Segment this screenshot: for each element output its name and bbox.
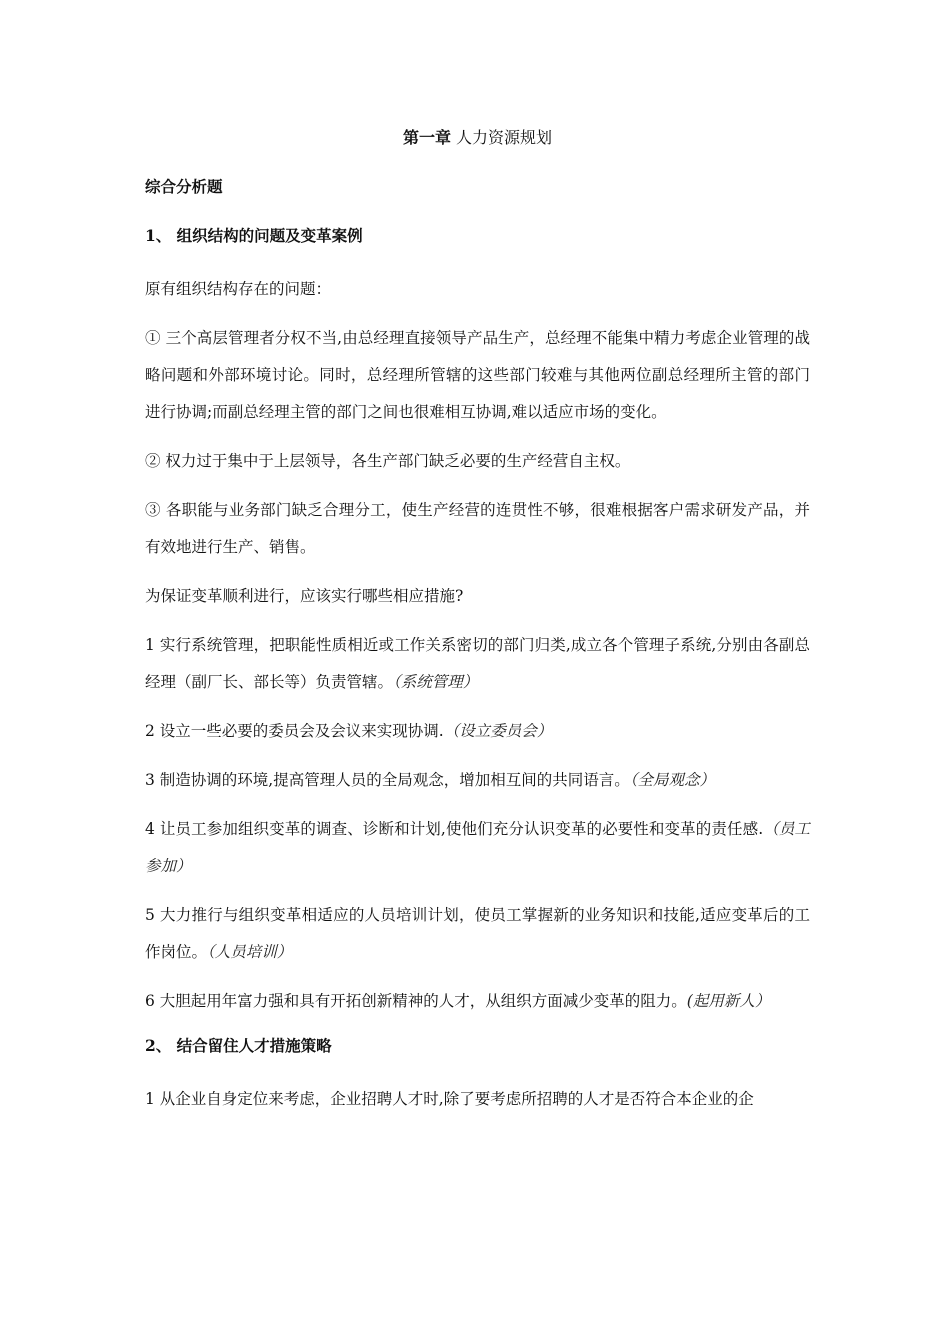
measure-text: 3 制造协调的环境,提高管理人员的全局观念，增加相互间的共同语言。 [145,771,630,789]
measure-text: 1 实行系统管理，把职能性质相近或工作关系密切的部门归类,成立各个管理子系统,分别由各副总经理（副厂长、部长等）负责管辖。 [145,636,810,691]
measure-tag: （人员培训） [207,943,293,961]
question-2-item-1: 1 从企业自身定位来考虑，企业招聘人才时,除了要考虑所招聘的人才是否符合本企业的企 [145,1090,754,1108]
measure-tag: （全局观念） [629,771,715,789]
measure-item-1 [145,627,810,701]
measure-text: 2 设立一些必要的委员会及会议来实现协调. [145,722,444,740]
measures-question: 为保证变革顺利进行，应该实行哪些相应措施? [145,587,464,605]
chapter-title [145,124,810,152]
measure-text: 5 大力推行与组织变革相适应的人员培训计划，使员工掌握新的业务知识和技能,适应变革后的工作岗位。 [145,906,810,961]
problem-paragraph-1: ① 三个高层管理者分权不当,由总经理直接领导产品生产，总经理不能集中精力考虑企业管理的战略问题和外部环境讨论。同时，总经理所管辖的这些部门较难与其他两位副总经理所主管的部门进行协调;而副总经理主管的部门之间也很难相互协调,难以适应市场的变化。 [145,329,810,421]
measure-tag: （系统管理） [393,673,479,691]
question-1-heading: 1、 组织结构的问题及变革案例 [145,226,363,245]
problem-paragraph-3: ③ 各职能与业务部门缺乏合理分工，使生产经营的连贯性不够，很难根据客户需求研发产品，并有效地进行生产、销售。 [145,501,810,556]
chapter-number: 第一章 [402,128,451,147]
document-page [145,124,810,1130]
question-1-intro: 原有组织结构存在的问题： [145,280,332,298]
measure-tag: （员工参加） [145,820,810,875]
problem-paragraph-2: ② 权力过于集中于上层领导，各生产部门缺乏必要的生产经营自主权。 [145,452,631,470]
measure-tag: (起用新人） [686,992,771,1010]
measure-text: 6 大胆起用年富力强和具有开拓创新精神的人才，从组织方面减少变革的阻力。 [145,992,687,1010]
chapter-name: 人力资源规划 [456,128,553,147]
measure-item-4 [145,811,810,885]
measure-text: 4 让员工参加组织变革的调查、诊断和计划,使他们充分认识变革的必要性和变革的责任感. [145,820,764,838]
measure-item-6 [145,983,810,1020]
question-2-heading: 2、 结合留住人才措施策略 [145,1036,332,1055]
measure-tag: （设立委员会） [443,722,553,740]
section-heading: 综合分析题 [145,177,223,196]
measure-item-5 [145,897,810,971]
measure-item-3 [145,762,810,799]
measure-item-2 [145,713,810,750]
